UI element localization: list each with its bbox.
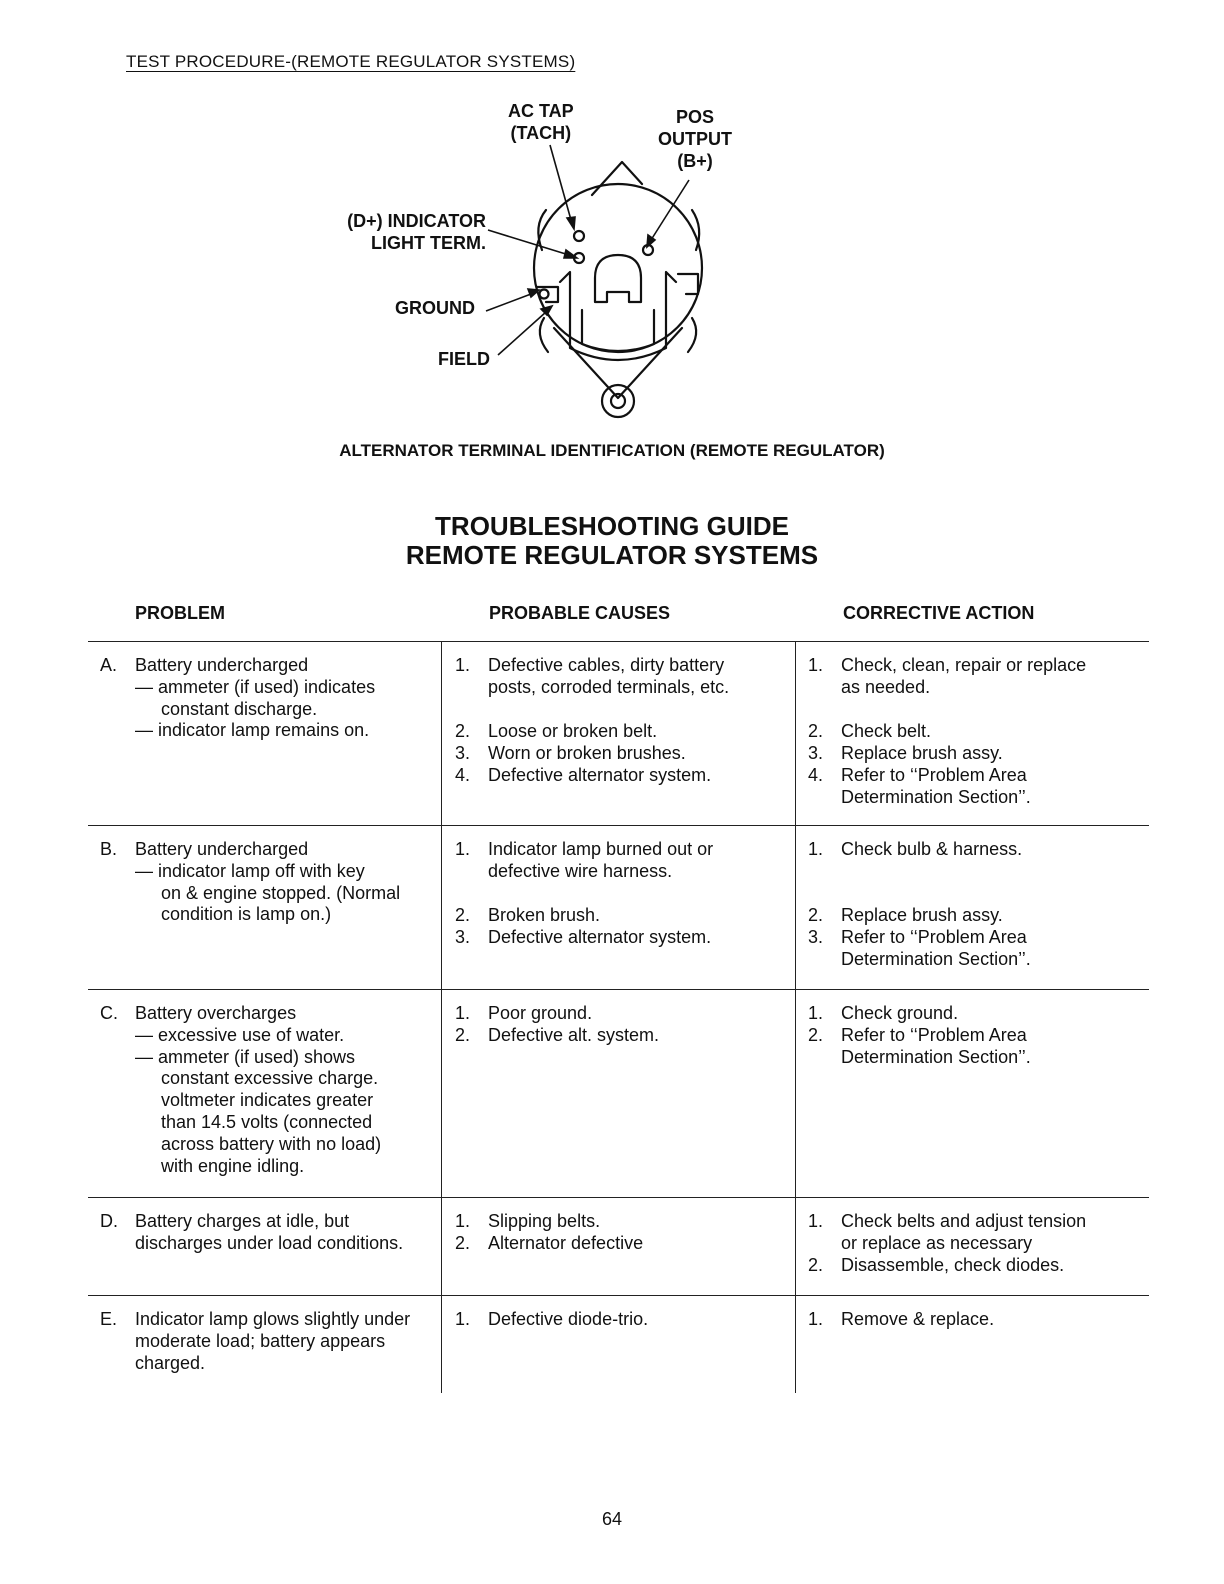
action-item-number: 3. bbox=[808, 743, 824, 763]
cause-item-line: Poor ground. bbox=[488, 1003, 593, 1023]
action-item-text bbox=[841, 1309, 994, 1331]
indicator-leader bbox=[488, 230, 569, 255]
cause-item-text bbox=[488, 839, 713, 883]
cause-item bbox=[455, 905, 600, 927]
problem-main: Indicator lamp glows slightly under moderate load; battery appears charged. bbox=[135, 1309, 411, 1373]
action-item-text bbox=[841, 1255, 1064, 1277]
action-item bbox=[808, 1025, 1031, 1069]
problem-description bbox=[135, 839, 435, 926]
action-item-line: Disassemble, check diodes. bbox=[841, 1255, 1065, 1275]
cause-item-line: Defective alt. system. bbox=[488, 1025, 660, 1045]
action-item-line: or replace as necessary bbox=[841, 1232, 1033, 1253]
action-item-line: Check bulb & harness. bbox=[841, 839, 1023, 859]
indicator-line-2: LIGHT TERM. bbox=[371, 233, 486, 253]
action-item-text bbox=[841, 1025, 1031, 1069]
action-item-number: 2. bbox=[808, 721, 824, 741]
problem-letter: E. bbox=[100, 1309, 118, 1329]
action-item-text bbox=[841, 655, 1086, 699]
action-item bbox=[808, 1255, 1064, 1277]
problem-detail-line: with engine idling. bbox=[161, 1155, 305, 1176]
problem-detail-line: — excessive use of water. bbox=[135, 1024, 345, 1045]
page-number: 64 bbox=[601, 1509, 623, 1529]
indicator-line-1: (D+) INDICATOR bbox=[347, 211, 486, 231]
pos-output-leader bbox=[651, 180, 689, 240]
cause-item bbox=[455, 1309, 648, 1331]
action-item bbox=[808, 1309, 994, 1331]
right-lower-flange bbox=[688, 318, 696, 352]
table-row bbox=[88, 825, 1149, 990]
ac-tap-label bbox=[508, 100, 574, 144]
cause-item bbox=[455, 1233, 643, 1255]
left-lower-flange bbox=[540, 318, 548, 352]
action-item bbox=[808, 655, 1086, 699]
action-item-line: Check, clean, repair or replace bbox=[841, 655, 1087, 675]
cause-item-number: 3. bbox=[455, 743, 471, 763]
cause-item-text bbox=[488, 765, 711, 787]
field-label: FIELD bbox=[438, 349, 490, 369]
ac-tap-line-2: (TACH) bbox=[510, 123, 572, 143]
action-item-number: 2. bbox=[808, 905, 824, 925]
problem-description bbox=[135, 1309, 435, 1374]
cause-item-text bbox=[488, 1233, 643, 1255]
action-item-text bbox=[841, 1211, 1086, 1255]
ground-leader bbox=[486, 294, 531, 311]
cause-item-number: 2. bbox=[455, 905, 471, 925]
action-item-number: 1. bbox=[808, 1211, 824, 1231]
cause-item-line: Defective cables, dirty battery bbox=[488, 655, 725, 675]
regulator-arch bbox=[595, 255, 641, 302]
action-item-line: Determination Section’’. bbox=[841, 786, 1031, 807]
problem-detail-line: on & engine stopped. (Normal bbox=[161, 882, 401, 903]
problem-letter: A. bbox=[100, 655, 118, 675]
problem-detail-line: constant excessive charge. bbox=[161, 1068, 379, 1089]
action-item-line: Remove & replace. bbox=[841, 1309, 995, 1329]
action-item bbox=[808, 765, 1031, 809]
cause-item-line: Slipping belts. bbox=[488, 1211, 601, 1231]
problem-detail-line: — indicator lamp off with key bbox=[135, 860, 365, 881]
problem-main: Battery charges at idle, but discharges under load conditions. bbox=[135, 1211, 404, 1253]
cause-item bbox=[455, 765, 711, 787]
action-item-number: 1. bbox=[808, 655, 824, 675]
regulator-body bbox=[560, 272, 676, 360]
problem-letter: B. bbox=[100, 839, 118, 859]
action-item-line: as needed. bbox=[841, 676, 931, 697]
cause-item bbox=[455, 1211, 600, 1233]
cause-item-number: 2. bbox=[455, 721, 471, 741]
cause-item bbox=[455, 839, 713, 883]
problem-letter: D. bbox=[100, 1211, 118, 1231]
cause-item-number: 1. bbox=[455, 839, 471, 859]
problem-detail-line: — indicator lamp remains on. bbox=[135, 720, 370, 741]
action-column-header: CORRECTIVE ACTION bbox=[843, 603, 1035, 623]
action-item bbox=[808, 905, 1003, 927]
action-item-line: Determination Section’’. bbox=[841, 1046, 1031, 1067]
cause-item-text bbox=[488, 721, 657, 743]
cause-item-text bbox=[488, 1025, 659, 1047]
action-item bbox=[808, 721, 931, 743]
cause-item bbox=[455, 721, 657, 743]
problem-main: Battery overcharges bbox=[135, 1003, 297, 1023]
cause-item-number: 3. bbox=[455, 927, 471, 947]
problem-detail-line: condition is lamp on.) bbox=[161, 904, 332, 925]
cause-item-number: 1. bbox=[455, 1211, 471, 1231]
ac-tap-leader bbox=[550, 145, 571, 220]
problem-detail-line: than 14.5 volts (connected bbox=[161, 1111, 373, 1132]
pos-output-line-3: (B+) bbox=[677, 151, 713, 171]
action-item-text bbox=[841, 765, 1031, 809]
pos-output-line-1: POS bbox=[675, 107, 714, 127]
problem-main: Battery undercharged bbox=[135, 839, 309, 859]
table-row bbox=[88, 1197, 1149, 1296]
action-item-line: Check belt. bbox=[841, 721, 932, 741]
table-row bbox=[88, 989, 1149, 1198]
cause-item-line: Indicator lamp burned out or bbox=[488, 839, 714, 859]
problem-letter: C. bbox=[100, 1003, 118, 1023]
table-row bbox=[88, 641, 1149, 826]
cause-item-line: Alternator defective bbox=[488, 1233, 644, 1253]
cause-item-number: 1. bbox=[455, 1003, 471, 1023]
problem-detail-line: — ammeter (if used) shows bbox=[135, 1046, 356, 1067]
figure-caption: ALTERNATOR TERMINAL IDENTIFICATION (REMOTE REGULATOR) bbox=[339, 441, 885, 460]
cause-item bbox=[455, 927, 711, 949]
mount-hole-inner bbox=[611, 394, 625, 408]
cause-item-number: 1. bbox=[455, 1309, 471, 1329]
ac-tap-stud bbox=[574, 231, 584, 241]
action-item-number: 1. bbox=[808, 839, 824, 859]
action-item-text bbox=[841, 721, 931, 743]
guide-title bbox=[0, 512, 1224, 570]
problem-description bbox=[135, 655, 435, 742]
problem-main: Battery undercharged bbox=[135, 655, 309, 675]
action-item-line: Replace brush assy. bbox=[841, 905, 1003, 925]
problem-description bbox=[135, 1211, 435, 1255]
action-item-number: 2. bbox=[808, 1025, 824, 1045]
ground-label: GROUND bbox=[395, 298, 475, 318]
action-item bbox=[808, 1211, 1086, 1255]
cause-item-line: Worn or broken brushes. bbox=[488, 743, 686, 763]
action-item-line: Replace brush assy. bbox=[841, 743, 1003, 763]
problem-detail-line: constant discharge. bbox=[161, 698, 318, 719]
action-item-number: 4. bbox=[808, 765, 824, 785]
causes-column-header: PROBABLE CAUSES bbox=[489, 603, 671, 623]
cause-item-number: 1. bbox=[455, 655, 471, 675]
cause-item-line: defective wire harness. bbox=[488, 860, 673, 881]
cause-item-number: 2. bbox=[455, 1233, 471, 1253]
ground-stud bbox=[540, 290, 549, 299]
action-item-number: 1. bbox=[808, 1003, 824, 1023]
action-item-line: Refer to ‘‘Problem Area bbox=[841, 765, 1027, 785]
cause-item-line: Defective alternator system. bbox=[488, 765, 712, 785]
cause-item-text bbox=[488, 655, 729, 699]
pos-output-label bbox=[658, 106, 732, 172]
problem-detail-line: — ammeter (if used) indicates bbox=[135, 676, 376, 697]
action-item bbox=[808, 927, 1031, 971]
action-item-text bbox=[841, 839, 1022, 861]
action-item-number: 2. bbox=[808, 1255, 824, 1275]
cause-item-text bbox=[488, 1309, 648, 1331]
alternator-diagram bbox=[300, 90, 760, 430]
guide-title-line-1: TROUBLESHOOTING GUIDE bbox=[435, 511, 789, 541]
problem-detail-line: across battery with no load) bbox=[161, 1133, 382, 1154]
action-item-text bbox=[841, 905, 1003, 927]
action-item-text bbox=[841, 1003, 958, 1025]
cause-item-number: 2. bbox=[455, 1025, 471, 1045]
cause-item-line: posts, corroded terminals, etc. bbox=[488, 676, 730, 697]
cause-item-text bbox=[488, 743, 686, 765]
ac-tap-arrow bbox=[567, 217, 575, 229]
cause-item bbox=[455, 743, 686, 765]
cause-item bbox=[455, 655, 729, 699]
cause-item-text bbox=[488, 1003, 592, 1025]
action-item bbox=[808, 1003, 958, 1025]
right-terminal-block bbox=[678, 274, 698, 294]
cause-item bbox=[455, 1025, 659, 1047]
problem-description bbox=[135, 1003, 435, 1177]
regulator-base bbox=[582, 310, 654, 351]
action-item-text bbox=[841, 927, 1031, 971]
action-item-text bbox=[841, 743, 1003, 765]
cause-item-line: Defective diode-trio. bbox=[488, 1309, 649, 1329]
page-header: TEST PROCEDURE-(REMOTE REGULATOR SYSTEMS) bbox=[126, 52, 576, 71]
action-item bbox=[808, 743, 1003, 765]
cause-item-text bbox=[488, 927, 711, 949]
action-item-line: Check belts and adjust tension bbox=[841, 1211, 1087, 1231]
cause-item-line: Broken brush. bbox=[488, 905, 601, 925]
action-item-line: Determination Section’’. bbox=[841, 948, 1031, 969]
cause-item-line: Defective alternator system. bbox=[488, 927, 712, 947]
cause-item-line: Loose or broken belt. bbox=[488, 721, 658, 741]
action-item bbox=[808, 839, 1022, 861]
cause-item-text bbox=[488, 1211, 600, 1233]
housing bbox=[534, 184, 702, 352]
top-ear bbox=[592, 162, 642, 195]
cause-item bbox=[455, 1003, 592, 1025]
cause-item-number: 4. bbox=[455, 765, 471, 785]
pos-output-line-2: OUTPUT bbox=[658, 129, 732, 149]
action-item-line: Refer to ‘‘Problem Area bbox=[841, 1025, 1027, 1045]
indicator-label bbox=[332, 210, 486, 254]
problem-column-header: PROBLEM bbox=[135, 603, 225, 623]
action-item-line: Refer to ‘‘Problem Area bbox=[841, 927, 1027, 947]
ac-tap-line-1: AC TAP bbox=[508, 101, 574, 121]
table-row bbox=[88, 1295, 1149, 1393]
guide-title-line-2: REMOTE REGULATOR SYSTEMS bbox=[405, 540, 819, 570]
cause-item-text bbox=[488, 905, 600, 927]
action-item-number: 1. bbox=[808, 1309, 824, 1329]
action-item-number: 3. bbox=[808, 927, 824, 947]
problem-detail-line: voltmeter indicates greater bbox=[161, 1090, 374, 1111]
action-item-line: Check ground. bbox=[841, 1003, 959, 1023]
mount-hole-outer bbox=[602, 385, 634, 417]
